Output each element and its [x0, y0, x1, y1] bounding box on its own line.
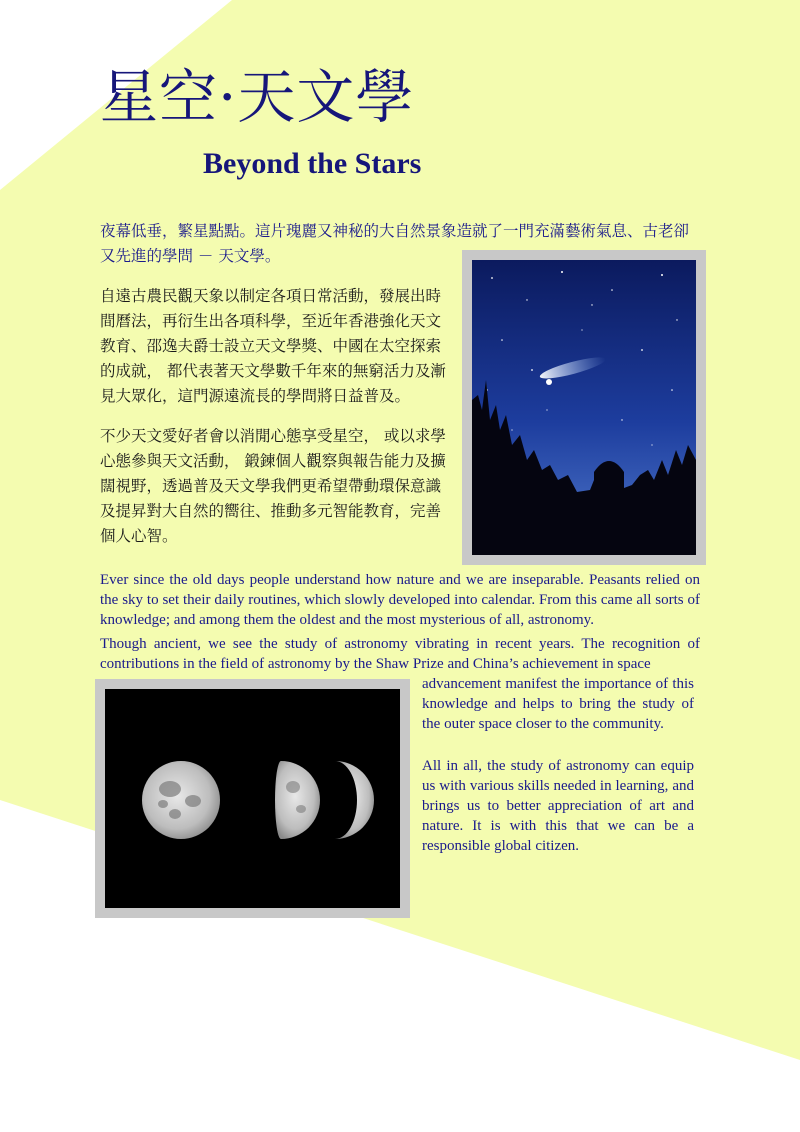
history-paragraph-english: Ever since the old days people understand how nature and we are inseparable. Peasants relied on the sky to set their daily routines, which slowly developed into calendar. From this came all sorts of knowledge; and among them the oldest and the most mysterious of all, astronomy.	[100, 572, 700, 628]
comet-observatory-image	[472, 260, 696, 555]
conclusion-paragraph-english: All in all, the study of astronomy can equip us with various skills needed in learning, and brings us to better appreciation of art and nature. It is with this that we can be a responsible global citizen.	[422, 758, 694, 854]
page-title-english: Beyond the Stars	[203, 147, 422, 180]
intro-paragraph-chinese: 夜幕低垂，繁星點點。這片瑰麗又神秘的大自然景象造就了一門充滿藝術氣息、古老卻又先進的學問 － 天文學。	[100, 222, 690, 265]
history-paragraph-chinese: 自遠古農民觀天象以制定各項日常活動，發展出時間曆法，再衍生出各項科學，至近年香港強化天文教育、邵逸夫爵士設立天文學獎、中國在太空探索的成就， 都代表著天文學數千年來的無窮活力及漸見大眾化，這門源遠流長的學問將日益普及。	[100, 287, 446, 405]
recognition-paragraph-english: Though ancient, we see the study of astronomy vibrating in recent years. The recognition of contributions in the field of astronomy by the Shaw Prize and China’s achievement in space	[100, 636, 700, 672]
moon-phases-image	[105, 689, 400, 908]
enthusiast-paragraph-chinese: 不少天文愛好者會以消閒心態享受星空， 或以求學心態參與天文活動， 鍛鍊個人觀察與報告能力及擴闊視野，透過普及天文學我們更希望帶動環保意識及提昇對大自然的嚮往、推動多元智能教育，完善個人心智。	[100, 427, 446, 545]
comet-photo	[462, 250, 706, 565]
page-title-chinese: 星空·天文學	[100, 63, 415, 131]
recognition-paragraph-english-continued: advancement manifest the importance of this knowledge and helps to bring the study of the outer space closer to the community.	[422, 676, 694, 732]
moon-phases-photo	[95, 679, 410, 918]
